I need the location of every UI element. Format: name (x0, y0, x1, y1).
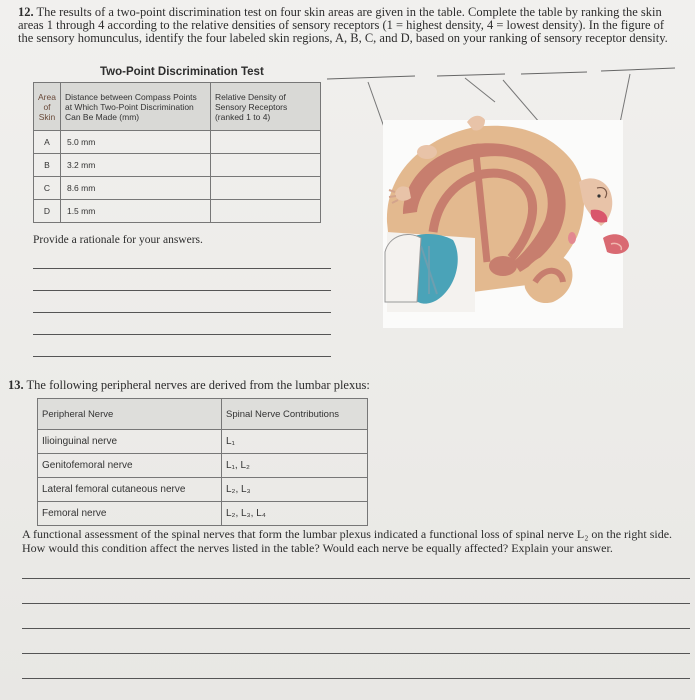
homunculus-lips (568, 232, 576, 244)
rank-input-cell[interactable] (210, 200, 320, 223)
table-row (34, 131, 321, 154)
table-row (38, 502, 368, 526)
distance-cell: 3.2 mm (60, 154, 210, 177)
label-line-c[interactable] (521, 72, 587, 74)
nerve-cell: Lateral femoral cutaneous nerve (38, 478, 222, 502)
homunculus-mouth-tongue (603, 234, 629, 254)
answer-line[interactable] (33, 356, 331, 357)
area-cell: D (34, 200, 61, 223)
question-13-number: 13. (8, 378, 24, 392)
rank-input-cell[interactable] (210, 131, 320, 154)
table-row (38, 454, 368, 478)
area-cell: A (34, 131, 61, 154)
table-row (38, 430, 368, 454)
two-point-table-title: Two-Point Discrimination Test (100, 66, 264, 78)
answer-line[interactable] (22, 653, 690, 654)
col-header-contributions: Spinal Nerve Contributions (222, 399, 368, 430)
rank-input-cell[interactable] (210, 177, 320, 200)
contrib-cell: L₁ (222, 430, 368, 454)
question-13-intro-text: The following peripheral nerves are derived from the lumbar plexus: (26, 378, 370, 392)
table-row (38, 478, 368, 502)
col-header-distance: Distance between Compass Points at Which Two-Point Discrimination Can Be Made (mm) (60, 83, 210, 131)
area-cell: B (34, 154, 61, 177)
label-line-a[interactable] (327, 76, 415, 79)
table-row (34, 200, 321, 223)
area-cell: C (34, 177, 61, 200)
table-row (34, 177, 321, 200)
col-header-area: Area of Skin (34, 83, 61, 131)
table-row (34, 154, 321, 177)
rank-input-cell[interactable] (210, 154, 320, 177)
contrib-cell: L₁, L₂ (222, 454, 368, 478)
col-header-density: Relative Density of Sensory Receptors (ranked 1 to 4) (210, 83, 320, 131)
contrib-cell: L₂, L₃ (222, 478, 368, 502)
distance-cell: 8.6 mm (60, 177, 210, 200)
question-12-text (18, 6, 668, 45)
lumbar-plexus-table (37, 398, 368, 526)
label-blank-lines (327, 68, 675, 79)
answer-line[interactable] (22, 628, 690, 629)
question-13-intro (8, 378, 370, 393)
col-header-nerve: Peripheral Nerve (38, 399, 222, 430)
thalamus-patch (489, 256, 517, 276)
question-12-number: 12. (18, 5, 34, 19)
answer-line[interactable] (33, 334, 331, 335)
label-line-b[interactable] (437, 74, 505, 76)
answer-line[interactable] (33, 290, 331, 291)
contrib-cell: L₂, L₃, L₄ (222, 502, 368, 526)
answer-line[interactable] (33, 268, 331, 269)
answer-line[interactable] (22, 678, 690, 679)
rationale-prompt: Provide a rationale for your answers. (33, 234, 203, 246)
distance-cell: 5.0 mm (60, 131, 210, 154)
nerve-cell: Ilioinguinal nerve (38, 430, 222, 454)
answer-line[interactable] (33, 312, 331, 313)
nerve-cell: Genitofemoral nerve (38, 454, 222, 478)
label-line-d[interactable] (601, 68, 675, 71)
distance-cell: 1.5 mm (60, 200, 210, 223)
nerve-cell: Femoral nerve (38, 502, 222, 526)
homunculus-hip (417, 145, 437, 159)
two-point-table (33, 82, 321, 223)
answer-line[interactable] (22, 578, 690, 579)
question-13-body: A functional assessment of the spinal nerves that form the lumbar plexus indicated a functional loss of spinal nerve L₂ on the right side. How would this condition affect the nerves listed in the table? Would each nerve be equally affected? Explain your answer. (22, 527, 673, 555)
answer-line[interactable] (22, 603, 690, 604)
sensory-homunculus-figure (325, 62, 685, 332)
question-12-body: The results of a two-point discrimination test on four skin areas are given in the table. Complete the table by ranking the skin areas 1 through 4 according to the relative densities of sensory receptors (1 = highest density, 4 = lowest density). In the figure of the sensory homunculus, identify the four labeled skin regions, A, B, C, and D, based on your ranking of sensory receptor density. (18, 5, 668, 45)
internal-capsule (385, 234, 421, 302)
